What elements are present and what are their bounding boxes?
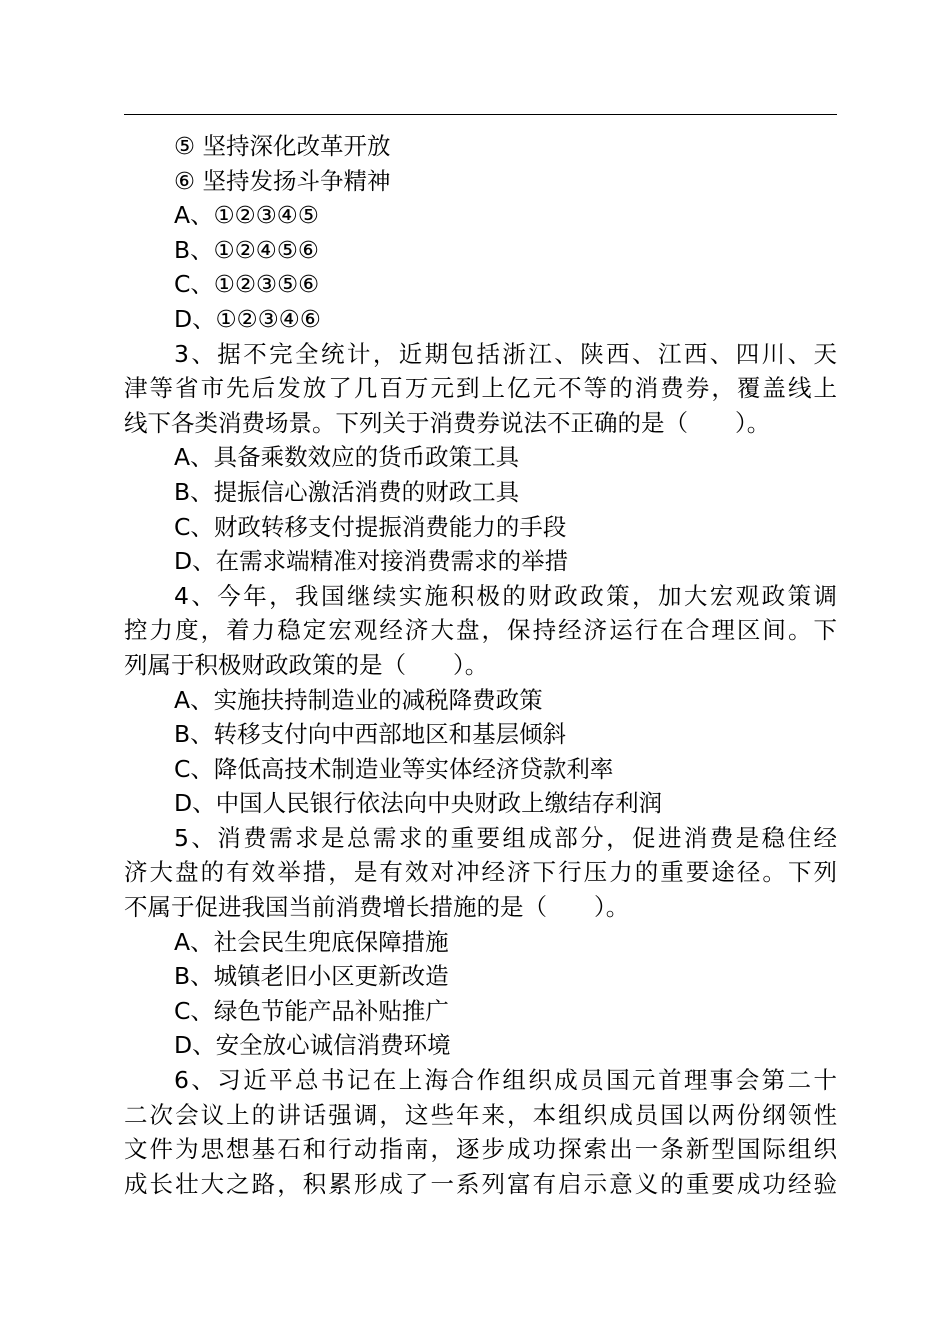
question-stem: 6、习近平总书记在上海合作组织成员国元首理事会第二十 <box>174 1066 837 1095</box>
option-c: C、财政转移支付提振消费能力的手段 <box>174 512 567 541</box>
option-d: D、安全放心诚信消费环境 <box>174 1031 451 1060</box>
option-b: B、城镇老旧小区更新改造 <box>174 962 449 991</box>
question-stem: 文件为思想基石和行动指南，逐步成功探索出一条新型国际组织 <box>124 1135 837 1164</box>
question-stem: 控力度，着力稳定宏观经济大盘，保持经济运行在合理区间。下 <box>124 616 837 645</box>
question-stem: 5、消费需求是总需求的重要组成部分，促进消费是稳住经 <box>174 823 837 852</box>
page-content <box>124 129 837 1201</box>
question-stem: 3、据不完全统计，近期包括浙江、陕西、江西、四川、天 <box>174 339 837 368</box>
option-a: A、社会民生兜底保障措施 <box>174 927 449 956</box>
question-stem: 济大盘的有效举措，是有效对冲经济下行压力的重要途径。下列 <box>124 858 837 887</box>
option-c: C、绿色节能产品补贴推广 <box>174 996 449 1025</box>
option-a: A、实施扶持制造业的减税降费政策 <box>174 685 543 714</box>
option-c: C、降低高技术制造业等实体经济贷款利率 <box>174 754 614 783</box>
option-a: A、具备乘数效应的货币政策工具 <box>174 443 520 472</box>
header-rule <box>124 114 837 115</box>
option-b: B、转移支付向中西部地区和基层倾斜 <box>174 720 567 749</box>
question-stem: 津等省市先后发放了几百万元到上亿元不等的消费券，覆盖线上 <box>124 374 837 403</box>
option-b: B、提振信心激活消费的财政工具 <box>174 477 520 506</box>
option-b: B、①②④⑤⑥ <box>174 235 319 264</box>
question-stem: 线下各类消费场景。下列关于消费券说法不正确的是（ ）。 <box>124 408 771 437</box>
question-stem: 不属于促进我国当前消费增长措施的是（ ）。 <box>124 893 630 922</box>
question-stem: 成长壮大之路，积累形成了一系列富有启示意义的重要成功经验 <box>124 1169 837 1198</box>
question-stem: 4、今年，我国继续实施积极的财政政策，加大宏观政策调 <box>174 581 837 610</box>
option-d: D、①②③④⑥ <box>174 304 321 333</box>
question-stem: 列属于积极财政政策的是（ ）。 <box>124 650 489 679</box>
option-c: C、①②③⑤⑥ <box>174 270 320 299</box>
option-a: A、①②③④⑤ <box>174 201 319 230</box>
list-item: ⑥ 坚持发扬斗争精神 <box>174 166 391 195</box>
question-stem: 二次会议上的讲话强调，这些年来，本组织成员国以两份纲领性 <box>124 1100 837 1129</box>
list-item: ⑤ 坚持深化改革开放 <box>174 132 391 160</box>
option-d: D、在需求端精准对接消费需求的举措 <box>174 547 569 576</box>
option-d: D、中国人民银行依法向中央财政上缴结存利润 <box>174 789 663 818</box>
